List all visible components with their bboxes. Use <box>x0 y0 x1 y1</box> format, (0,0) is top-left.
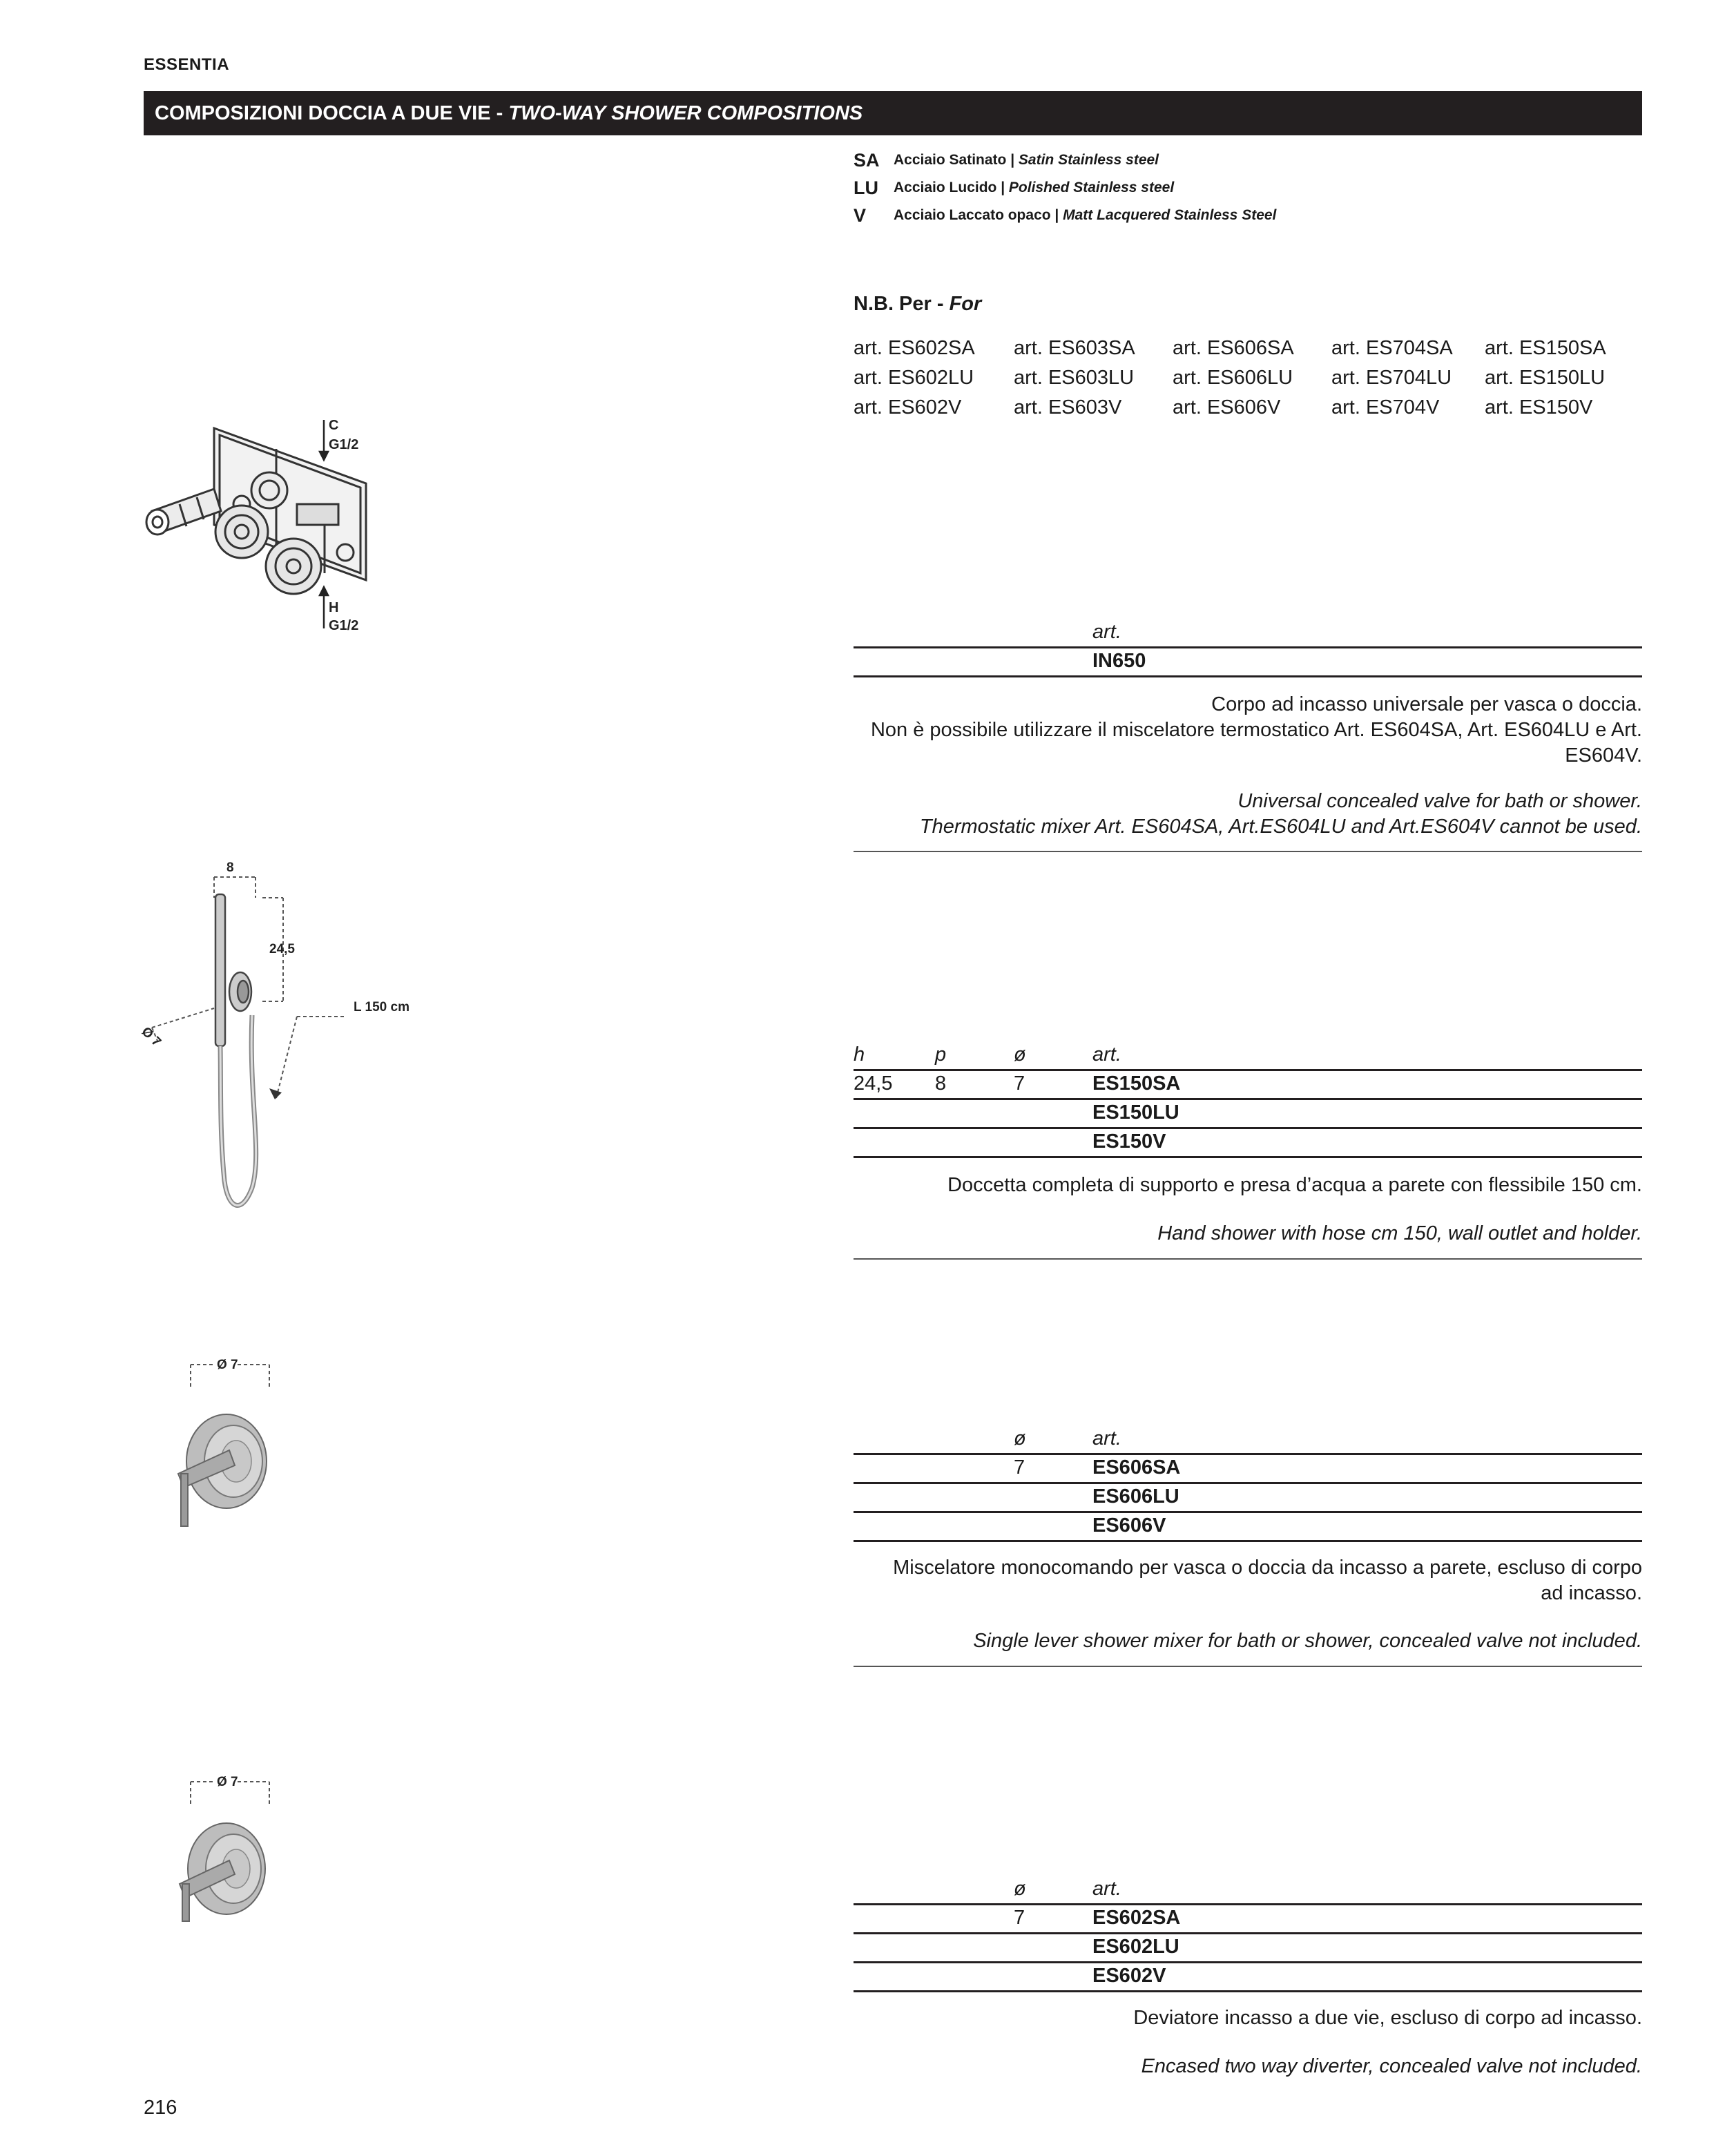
banner-title-it: COMPOSIZIONI DOCCIA A DUE VIE - <box>155 102 509 124</box>
article-code: ES150SA <box>1092 1072 1181 1095</box>
note-article-row <box>854 396 1648 426</box>
finish-legend <box>854 146 1276 229</box>
col-header-diameter: ø <box>1014 1043 1026 1066</box>
note-heading: N.B. Per - For <box>854 293 982 315</box>
col-header-art: art. <box>1092 1878 1121 1900</box>
page-number: 216 <box>144 2097 177 2119</box>
table-row <box>854 1100 1642 1129</box>
table-row <box>854 1513 1642 1542</box>
table-row <box>854 1934 1642 1963</box>
note-article: art. ES602V <box>854 396 962 418</box>
product-description-it: Deviatore incasso a due vie, escluso di corpo ad incasso. <box>1133 2007 1642 2029</box>
valve-inlet-h-thread: G1/2 <box>329 618 359 633</box>
note-article: art. ES602SA <box>854 337 975 359</box>
hose-length-label: L 150 cm <box>354 1000 409 1014</box>
product-description-it: Corpo ad incasso universale per vasca o doccia. Non è possibile utilizzare il miscelatore termostatico Art. ES604SA, Art. ES604LU e Art. ES604V. <box>870 693 1642 767</box>
product-description-en: Universal concealed valve for bath or shower. Thermostatic mixer Art. ES604SA, Art.ES604LU and Art.ES604V cannot be used. <box>919 790 1642 838</box>
note-article-row <box>854 337 1648 367</box>
dim-diameter-label: Ø 7 <box>138 1024 164 1050</box>
cell-diameter: 7 <box>1014 1456 1025 1479</box>
col-header-art: art. <box>1092 1043 1121 1066</box>
table-row <box>854 1071 1642 1100</box>
note-article: art. ES606V <box>1173 396 1281 418</box>
product-table-es602 <box>854 1876 1642 1992</box>
table-header <box>854 1876 1642 1905</box>
note-article: art. ES704LU <box>1331 367 1452 389</box>
product-description-en: Encased two way diverter, concealed valve not included. <box>1141 2055 1642 2077</box>
table-row <box>854 1455 1642 1484</box>
product-table-in650 <box>854 619 1642 677</box>
note-article-grid <box>854 337 1648 426</box>
note-article: art. ES603V <box>1014 396 1122 418</box>
article-code: ES150V <box>1092 1130 1166 1153</box>
note-article: art. ES150V <box>1485 396 1593 418</box>
article-code: ES602V <box>1092 1965 1166 1987</box>
dim-width-label: 8 <box>227 860 234 875</box>
valve-inlet-c-label: C <box>329 418 339 433</box>
section-divider <box>854 1258 1642 1260</box>
cell-diameter: 7 <box>1014 1907 1025 1929</box>
finish-description: Acciaio Laccato opaco | Matt Lacquered Stainless Steel <box>894 207 1277 223</box>
article-code: ES606V <box>1092 1514 1166 1537</box>
dim-diameter-label: Ø 7 <box>217 1775 238 1789</box>
section-banner <box>144 91 1642 135</box>
product-description-en: Single lever shower mixer for bath or shower, concealed valve not included. <box>973 1630 1642 1652</box>
product-table-es606 <box>854 1425 1642 1542</box>
cell-diameter: 7 <box>1014 1072 1025 1095</box>
table-header <box>854 1425 1642 1455</box>
valve-inlet-c-thread: G1/2 <box>329 437 359 452</box>
article-code: IN650 <box>1092 650 1146 672</box>
finish-item <box>854 146 1276 174</box>
product-description-it: Doccetta completa di supporto e presa d’acqua a parete con flessibile 150 cm. <box>947 1174 1642 1196</box>
banner-title-en: TWO-WAY SHOWER COMPOSITIONS <box>508 102 863 124</box>
dim-height-label: 24,5 <box>269 942 295 956</box>
section-divider <box>854 851 1642 852</box>
table-header <box>854 1041 1642 1071</box>
col-header-art: art. <box>1092 1427 1121 1450</box>
table-header <box>854 619 1642 648</box>
finish-description: Acciaio Lucido | Polished Stainless steel <box>894 180 1175 195</box>
dim-diameter-label: Ø 7 <box>217 1358 238 1372</box>
col-header-diameter: ø <box>1014 1878 1026 1900</box>
product-description-it: Miscelatore monocomando per vasca o doccia da incasso a parete, escluso di corpo ad incasso. <box>893 1557 1642 1604</box>
finish-code: V <box>854 204 867 226</box>
note-article: art. ES704SA <box>1331 337 1453 359</box>
article-code: ES606LU <box>1092 1485 1179 1508</box>
table-row <box>854 648 1642 677</box>
finish-item <box>854 174 1276 202</box>
section-divider <box>854 1666 1642 1667</box>
finish-code: SA <box>854 149 880 171</box>
table-row <box>854 1129 1642 1158</box>
table-row <box>854 1963 1642 1992</box>
note-article: art. ES603LU <box>1014 367 1135 389</box>
es606-drawing <box>152 1349 290 1536</box>
note-article: art. ES606LU <box>1173 367 1293 389</box>
cell-h: 24,5 <box>854 1072 893 1095</box>
note-article: art. ES150SA <box>1485 337 1606 359</box>
cell-p: 8 <box>935 1072 947 1095</box>
article-code: ES606SA <box>1092 1456 1181 1479</box>
col-header-diameter: ø <box>1014 1427 1026 1450</box>
finish-description: Acciaio Satinato | Satin Stainless steel <box>894 152 1159 168</box>
note-article-row <box>854 367 1648 396</box>
article-code: ES602LU <box>1092 1936 1179 1958</box>
note-article: art. ES606SA <box>1173 337 1294 359</box>
note-article: art. ES603SA <box>1014 337 1135 359</box>
es602-drawing <box>152 1767 290 1939</box>
col-header-p: p <box>935 1043 947 1066</box>
article-code: ES150LU <box>1092 1101 1179 1124</box>
table-row <box>854 1484 1642 1513</box>
col-header-art: art. <box>1092 621 1121 643</box>
in650-drawing <box>138 407 387 642</box>
col-header-h: h <box>854 1043 865 1066</box>
es150-drawing <box>138 856 428 1222</box>
note-article: art. ES150LU <box>1485 367 1606 389</box>
valve-inlet-h-label: H <box>329 600 339 615</box>
product-description-en: Hand shower with hose cm 150, wall outlet and holder. <box>1157 1222 1642 1244</box>
article-code: ES602SA <box>1092 1907 1181 1929</box>
finish-item <box>854 202 1276 229</box>
brand-name: ESSENTIA <box>144 55 230 74</box>
table-row <box>854 1905 1642 1934</box>
product-table-es150 <box>854 1041 1642 1158</box>
note-article: art. ES704V <box>1331 396 1440 418</box>
note-article: art. ES602LU <box>854 367 974 389</box>
finish-code: LU <box>854 177 878 198</box>
